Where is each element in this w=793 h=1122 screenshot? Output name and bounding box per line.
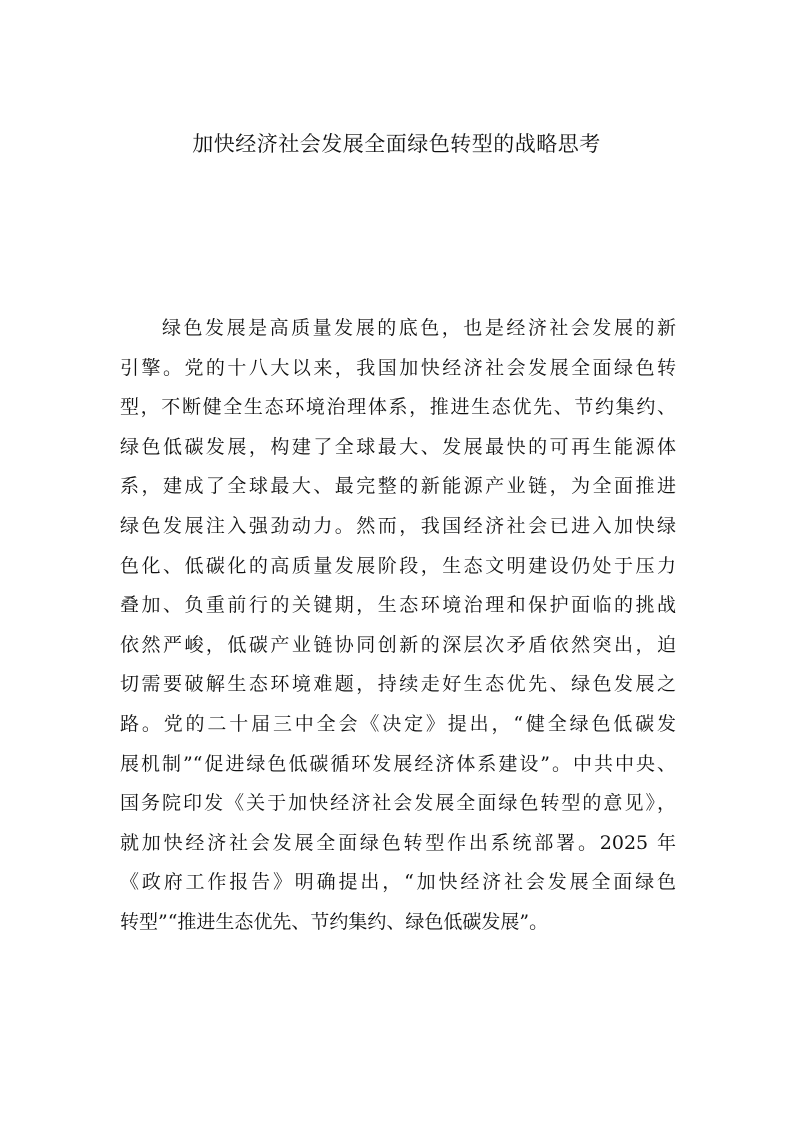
paragraph-line: 路。党的二十届三中全会《决定》提出，“健全绿色低碳发 <box>120 712 676 735</box>
document-title: 加快经济社会发展全面绿色转型的战略思考 <box>192 132 601 156</box>
body-paragraph <box>120 309 676 943</box>
paragraph-line: 引擎。党的十八大以来，我国加快经济社会发展全面绿色转 <box>120 356 676 379</box>
paragraph-line: 系，建成了全球最大、最完整的新能源产业链，为全面推进 <box>120 475 676 498</box>
paragraph-line: 展机制”“促进绿色低碳循环发展经济体系建设”。中共中央、 <box>120 752 676 775</box>
paragraph-line: 就加快经济社会发展全面绿色转型作出系统部署。2025 年 <box>120 831 676 854</box>
paragraph-line: 《政府工作报告》明确提出，“加快经济社会发展全面绿色 <box>120 871 676 894</box>
paragraph-line: 叠加、负重前行的关键期，生态环境治理和保护面临的挑战 <box>120 594 676 617</box>
paragraph-line: 型，不断健全生态环境治理体系，推进生态优先、节约集约、 <box>120 396 676 419</box>
paragraph-line: 色化、低碳化的高质量发展阶段，生态文明建设仍处于压力 <box>120 554 676 577</box>
paragraph-line: 绿色发展是高质量发展的底色，也是经济社会发展的新 <box>162 317 676 339</box>
paragraph-line: 绿色低碳发展，构建了全球最大、发展最快的可再生能源体 <box>120 435 676 458</box>
paragraph-line: 依然严峻，低碳产业链协同创新的深层次矛盾依然突出，迫 <box>120 633 676 656</box>
paragraph-line: 国务院印发《关于加快经济社会发展全面绿色转型的意见》， <box>120 792 676 815</box>
paragraph-line: 切需要破解生态环境难题，持续走好生态优先、绿色发展之 <box>120 673 676 696</box>
paragraph-line: 转型”“推进生态优先、节约集约、绿色低碳发展”。 <box>120 910 549 933</box>
paragraph-line: 绿色发展注入强劲动力。然而，我国经济社会已进入加快绿 <box>120 514 676 537</box>
